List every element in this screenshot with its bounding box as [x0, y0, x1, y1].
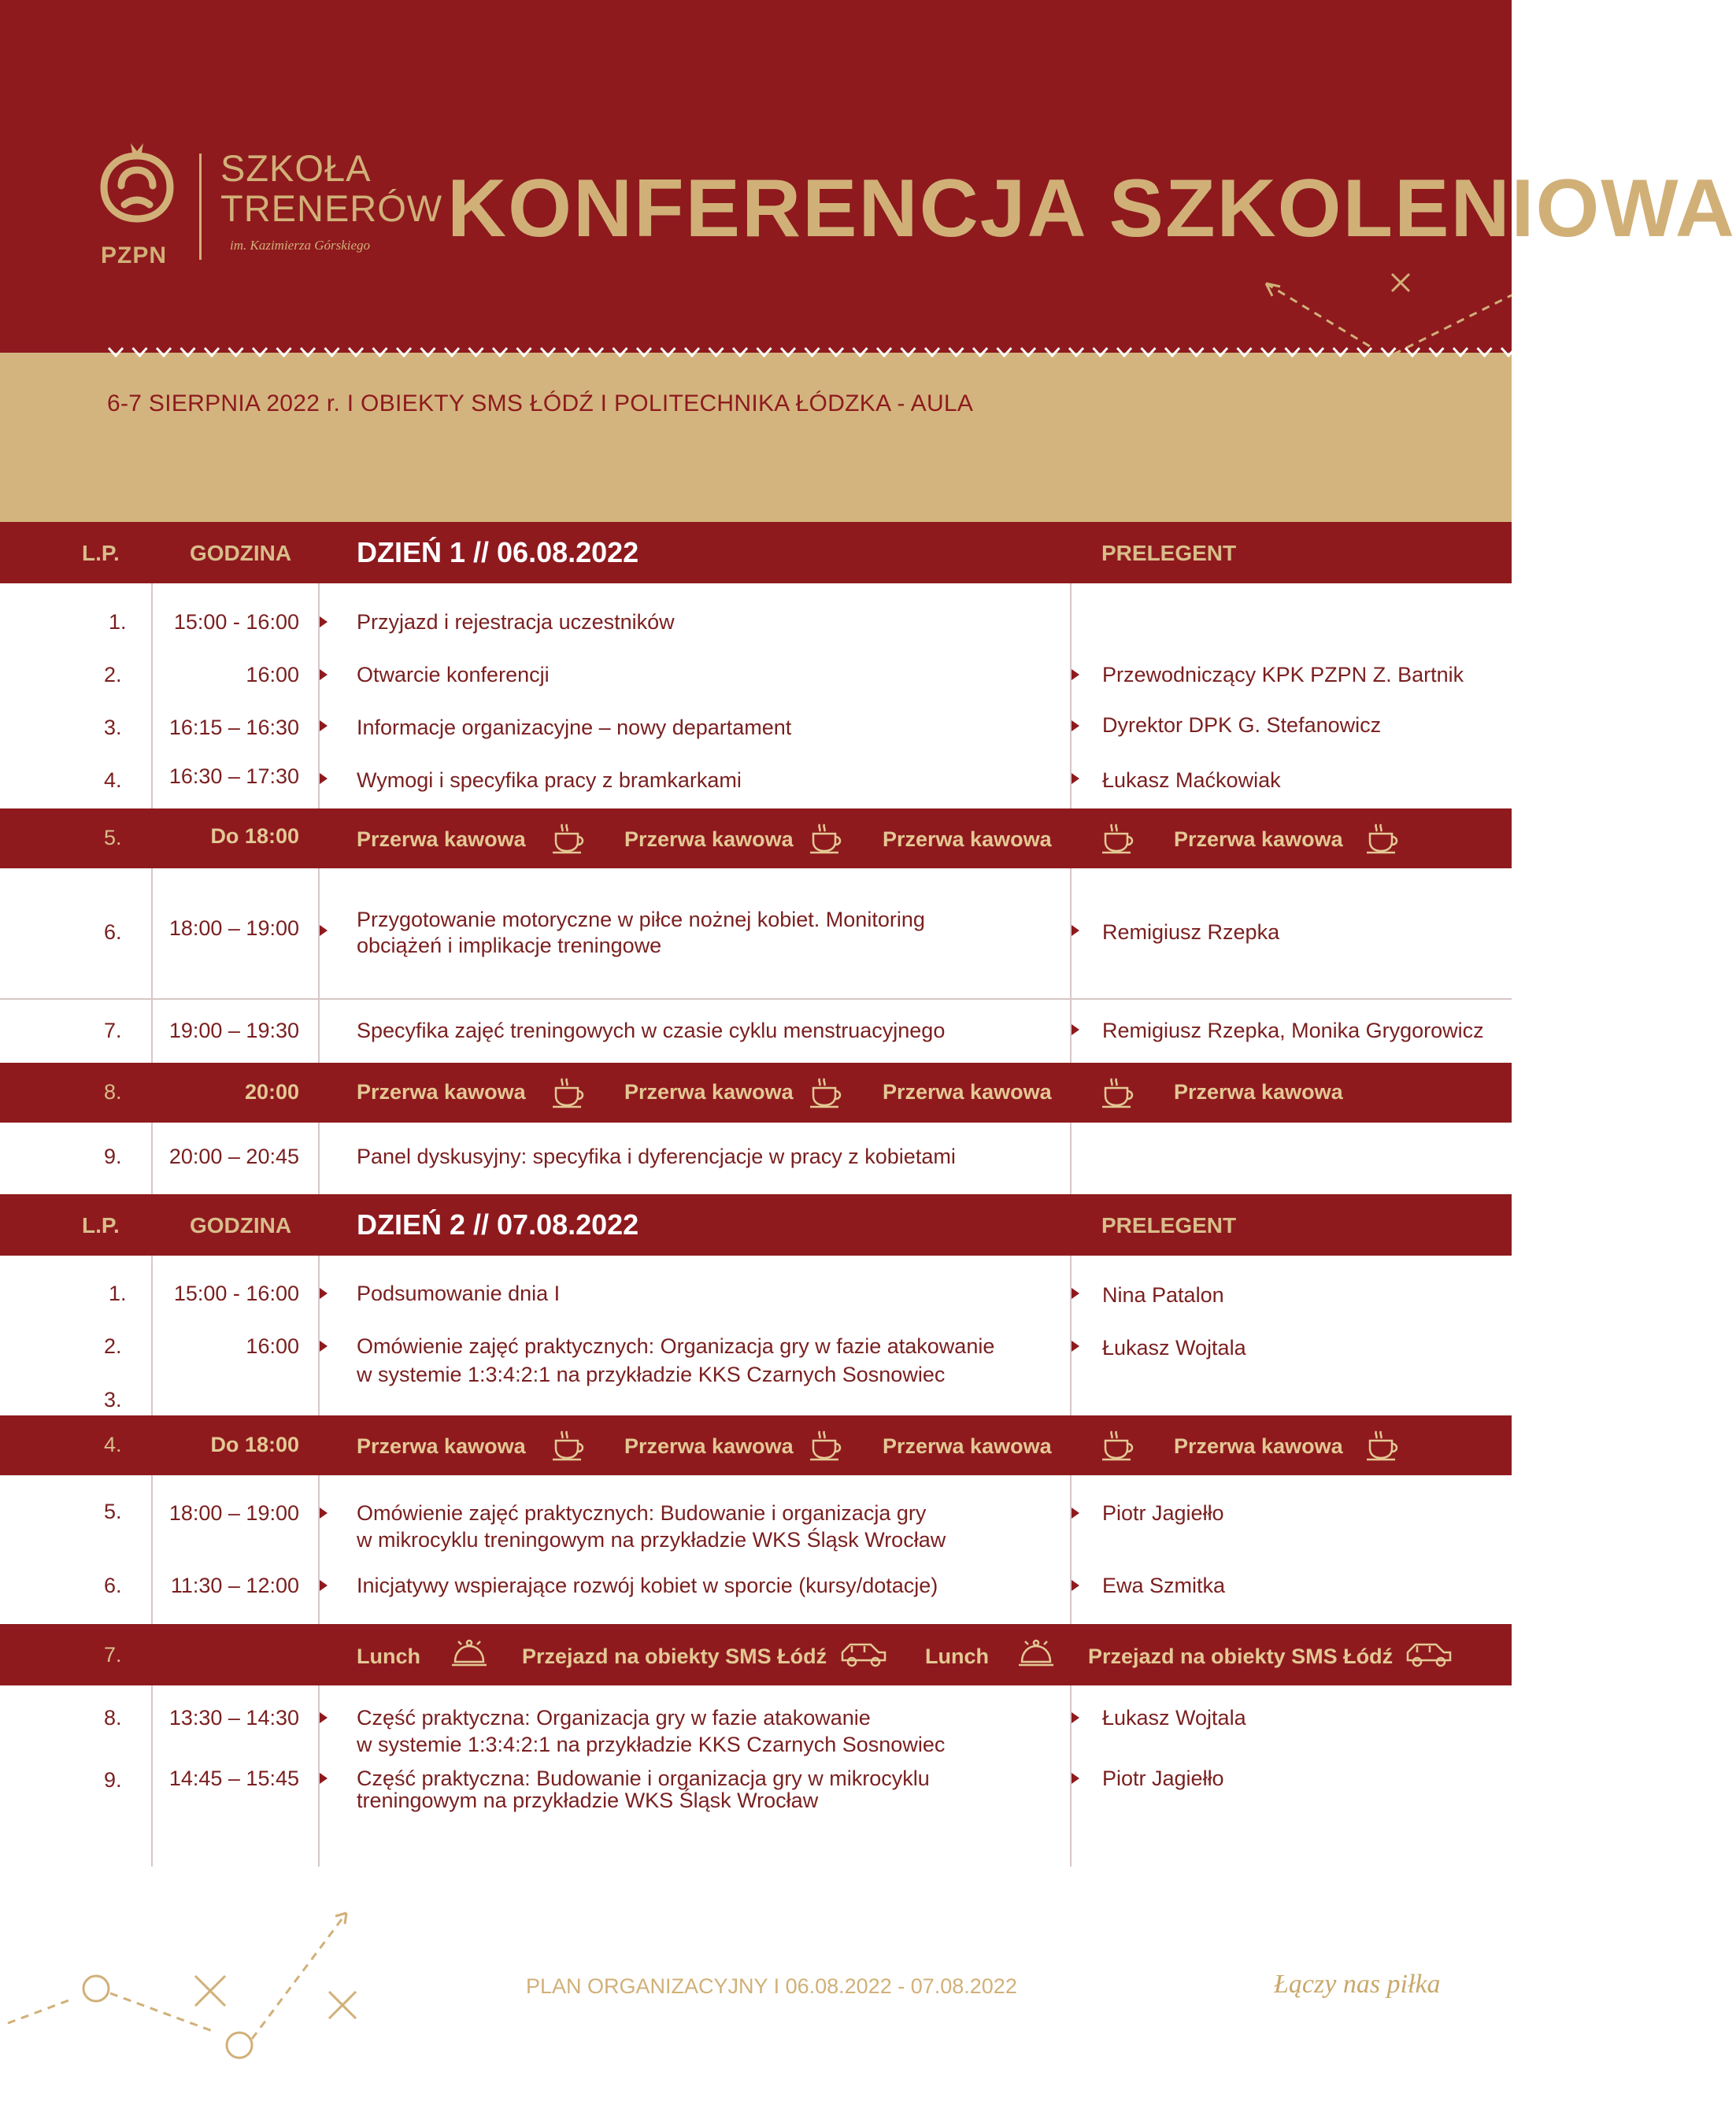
- row-number: 9.: [104, 1768, 122, 1792]
- triangle-bullet-icon: [320, 669, 328, 680]
- triangle-bullet-icon: [1072, 773, 1079, 784]
- triangle-bullet-icon: [1072, 1508, 1079, 1519]
- row-topic-line1: Część praktyczna: Organizacja gry w fazie atakowanie: [357, 1706, 871, 1730]
- row-speaker: Dyrektor DPK G. Stefanowicz: [1102, 713, 1382, 737]
- triangle-bullet-icon: [320, 1288, 328, 1299]
- triangle-bullet-icon: [1072, 1024, 1079, 1035]
- coffee-cup-icon: [551, 1428, 589, 1461]
- lunch-label: Lunch: [357, 1645, 420, 1668]
- coffee-cup-icon: [1101, 1075, 1138, 1108]
- break-label: Przerwa kawowa: [883, 1080, 1052, 1104]
- triangle-bullet-icon: [320, 925, 328, 936]
- row-topic-line1: Przygotowanie motoryczne w piłce nożnej kobiet. Monitoring: [357, 908, 925, 931]
- food-cloche-icon: [450, 1637, 488, 1670]
- row-number: 5.: [104, 1500, 122, 1523]
- info-band: [0, 353, 1512, 522]
- row-time: Do 18:00: [210, 1433, 299, 1456]
- tactics-diagram-decoration: [0, 1905, 378, 2078]
- row-topic: Wymogi i specyfika pracy z bramkarkami: [357, 768, 742, 792]
- row-time: 16:00: [246, 1334, 299, 1358]
- row-topic: Otwarcie konferencji: [357, 663, 550, 686]
- school-name-line1: SZKOŁA: [220, 147, 372, 189]
- break-label: Przerwa kawowa: [883, 1434, 1052, 1458]
- triangle-bullet-icon: [1072, 1580, 1079, 1591]
- triangle-bullet-icon: [320, 1341, 328, 1352]
- page-title: KONFERENCJA SZKOLENIOWA: [447, 163, 1736, 254]
- day1-break-row-5: [0, 808, 1512, 868]
- row-topic: Inicjatywy wspierające rozwój kobiet w sporcie (kursy/dotacje): [357, 1574, 938, 1597]
- triangle-bullet-icon: [320, 1773, 328, 1784]
- row-speaker: Piotr Jagiełło: [1102, 1501, 1224, 1525]
- footer-slogan: Łączy nas piłka: [1274, 1970, 1441, 1999]
- coffee-cup-icon: [551, 821, 589, 854]
- school-patron: im. Kazimierza Górskiego: [230, 238, 371, 253]
- pzpn-eagle-emblem-icon: [93, 140, 181, 233]
- row-topic: Podsumowanie dnia I: [357, 1282, 561, 1305]
- row-speaker: Nina Patalon: [1102, 1283, 1224, 1307]
- coffee-cup-icon: [1365, 821, 1403, 854]
- row-time: 11:30 – 12:00: [170, 1574, 299, 1597]
- triangle-bullet-icon: [320, 1508, 328, 1519]
- coffee-cup-icon: [551, 1075, 589, 1108]
- coffee-cup-icon: [809, 821, 846, 854]
- transfer-label: Przejazd na obiekty SMS Łódź: [522, 1645, 827, 1668]
- row-number: 2.: [104, 663, 122, 686]
- triangle-bullet-icon: [1072, 1773, 1079, 1784]
- row-time: 14:45 – 15:45: [168, 1767, 299, 1790]
- row-topic-line2: treningowym na przykładzie WKS Śląsk Wrocław: [357, 1789, 819, 1812]
- row-topic: Przyjazd i rejestracja uczestników: [357, 610, 675, 634]
- column-speaker-header: PRELEGENT: [1101, 1213, 1237, 1238]
- row-time: 18:00 – 19:00: [168, 916, 299, 940]
- column-time-header: GODZINA: [190, 1213, 292, 1238]
- day2-header: [0, 1194, 1512, 1256]
- coffee-cup-icon: [809, 1428, 846, 1461]
- day1-break-row-8: [0, 1063, 1512, 1123]
- row-time: 16:30 – 17:30: [168, 764, 299, 788]
- row-number: 4.: [104, 768, 122, 792]
- break-label: Przerwa kawowa: [883, 827, 1052, 851]
- row-number: 1.: [109, 1282, 127, 1305]
- column-lp-header: L.P.: [82, 541, 120, 565]
- row-topic-line1: Część praktyczna: Budowanie i organizacja gry w mikrocyklu: [357, 1767, 930, 1790]
- school-name: [220, 148, 442, 228]
- break-label: Przerwa kawowa: [624, 1080, 794, 1104]
- column-time-header: GODZINA: [190, 541, 292, 565]
- car-icon: [1405, 1637, 1453, 1670]
- break-label: Przerwa kawowa: [1174, 827, 1343, 851]
- row-speaker: Remigiusz Rzepka: [1102, 920, 1280, 944]
- row-speaker: Łukasz Wojtala: [1102, 1336, 1246, 1360]
- triangle-bullet-icon: [1072, 1341, 1079, 1352]
- triangle-bullet-icon: [1072, 1288, 1079, 1299]
- break-label: Przerwa kawowa: [1174, 1434, 1343, 1458]
- row-topic-line2: obciążeń i implikacje treningowe: [357, 934, 662, 957]
- row-topic: Informacje organizacyjne – nowy departament: [357, 716, 792, 739]
- row-topic: Specyfika zajęć treningowych w czasie cyklu menstruacyjnego: [357, 1019, 946, 1042]
- row-number: 7.: [104, 1019, 122, 1042]
- column-lp-header: L.P.: [82, 1213, 120, 1238]
- row-number: 4.: [104, 1433, 122, 1456]
- row-number: 9.: [104, 1145, 122, 1168]
- row-time: 13:30 – 14:30: [168, 1706, 299, 1730]
- triangle-bullet-icon: [320, 773, 328, 784]
- row-number: 1.: [109, 610, 127, 634]
- row-speaker: Łukasz Wojtala: [1102, 1706, 1246, 1730]
- row-topic-line2: w systemie 1:3:4:2:1 na przykładzie KKS Czarnych Sosnowiec: [357, 1733, 946, 1756]
- row-number: 7.: [104, 1643, 122, 1667]
- row-topic-line2: w mikrocyklu treningowym na przykładzie WKS Śląsk Wrocław: [357, 1528, 946, 1552]
- triangle-bullet-icon: [1072, 669, 1079, 680]
- row-time: Do 18:00: [210, 824, 299, 848]
- pzpn-logo-text: PZPN: [101, 242, 168, 268]
- triangle-bullet-icon: [320, 616, 328, 627]
- break-label: Przerwa kawowa: [357, 1080, 526, 1104]
- break-label: Przerwa kawowa: [624, 827, 794, 851]
- food-cloche-icon: [1017, 1637, 1055, 1670]
- break-label: Przerwa kawowa: [1174, 1080, 1343, 1104]
- row-number: 6.: [104, 920, 122, 944]
- row-number: 5.: [104, 826, 122, 849]
- row-topic-line1: Omówienie zajęć praktycznych: Organizacja gry w fazie atakowanie: [357, 1334, 995, 1358]
- row-number: 8.: [104, 1706, 122, 1730]
- coffee-cup-icon: [1101, 1428, 1138, 1461]
- day2-title: DZIEŃ 2 // 07.08.2022: [357, 1208, 639, 1241]
- coffee-cup-icon: [809, 1075, 846, 1108]
- row-time: 18:00 – 19:00: [168, 1501, 299, 1525]
- row-time: 20:00: [244, 1080, 299, 1104]
- row-separator: [0, 998, 1512, 1000]
- zigzag-border: [0, 340, 1512, 365]
- day2-break-row-4: [0, 1415, 1512, 1475]
- row-time: 16:00: [246, 663, 299, 686]
- break-label: Przerwa kawowa: [357, 827, 526, 851]
- footer-plan: PLAN ORGANIZACYJNY I 06.08.2022 - 07.08.2022: [526, 1974, 1017, 1998]
- row-speaker: Piotr Jagiełło: [1102, 1767, 1224, 1790]
- triangle-bullet-icon: [1072, 1712, 1079, 1723]
- zigzag-chevrons: [109, 348, 1516, 356]
- row-time: 19:00 – 19:30: [168, 1019, 299, 1042]
- day1-title: DZIEŃ 1 // 06.08.2022: [357, 536, 639, 568]
- break-label: Przerwa kawowa: [357, 1434, 526, 1458]
- row-speaker: Remigiusz Rzepka, Monika Grygorowicz: [1102, 1019, 1484, 1042]
- logo-divider: [199, 154, 202, 260]
- row-number: 3.: [104, 716, 122, 739]
- car-icon: [839, 1637, 888, 1670]
- row-time: 15:00 - 16:00: [173, 610, 299, 634]
- triangle-bullet-icon: [1072, 720, 1079, 731]
- row-time: 20:00 – 20:45: [168, 1145, 299, 1168]
- day2-lunch-row-7: [0, 1624, 1512, 1685]
- row-time: 16:15 – 16:30: [168, 716, 299, 739]
- row-number: 2.: [104, 1334, 122, 1358]
- transfer-label: Przejazd na obiekty SMS Łódź: [1088, 1645, 1394, 1668]
- triangle-bullet-icon: [1072, 925, 1079, 936]
- row-speaker: Łukasz Maćkowiak: [1102, 768, 1281, 792]
- coffee-cup-icon: [1101, 821, 1138, 854]
- row-number: 8.: [104, 1080, 122, 1104]
- break-label: Przerwa kawowa: [624, 1434, 794, 1458]
- row-number: 6.: [104, 1574, 122, 1597]
- day1-header: [0, 522, 1512, 583]
- lunch-label: Lunch: [925, 1645, 989, 1668]
- row-speaker: Przewodniczący KPK PZPN Z. Bartnik: [1102, 663, 1464, 686]
- coffee-cup-icon: [1365, 1428, 1403, 1461]
- row-topic-line1: Omówienie zajęć praktycznych: Budowanie i organizacja gry: [357, 1501, 927, 1525]
- column-speaker-header: PRELEGENT: [1101, 541, 1237, 565]
- row-topic-line2: w systemie 1:3:4:2:1 na przykładzie KKS Czarnych Sosnowiec: [357, 1363, 946, 1386]
- event-subtitle: 6-7 SIERPNIA 2022 r. I OBIEKTY SMS ŁÓDŹ I POLITECHNIKA ŁÓDZKA - AULA: [107, 390, 974, 416]
- school-name-line2: TRENERÓW: [220, 187, 443, 229]
- row-speaker: Ewa Szmitka: [1102, 1574, 1226, 1597]
- triangle-bullet-icon: [320, 720, 328, 731]
- row-number: 3.: [104, 1388, 122, 1411]
- row-topic: Panel dyskusyjny: specyfika i dyferencjacje w pracy z kobietami: [357, 1145, 956, 1168]
- triangle-bullet-icon: [320, 1712, 328, 1723]
- row-time: 15:00 - 16:00: [173, 1282, 299, 1305]
- triangle-bullet-icon: [320, 1580, 328, 1591]
